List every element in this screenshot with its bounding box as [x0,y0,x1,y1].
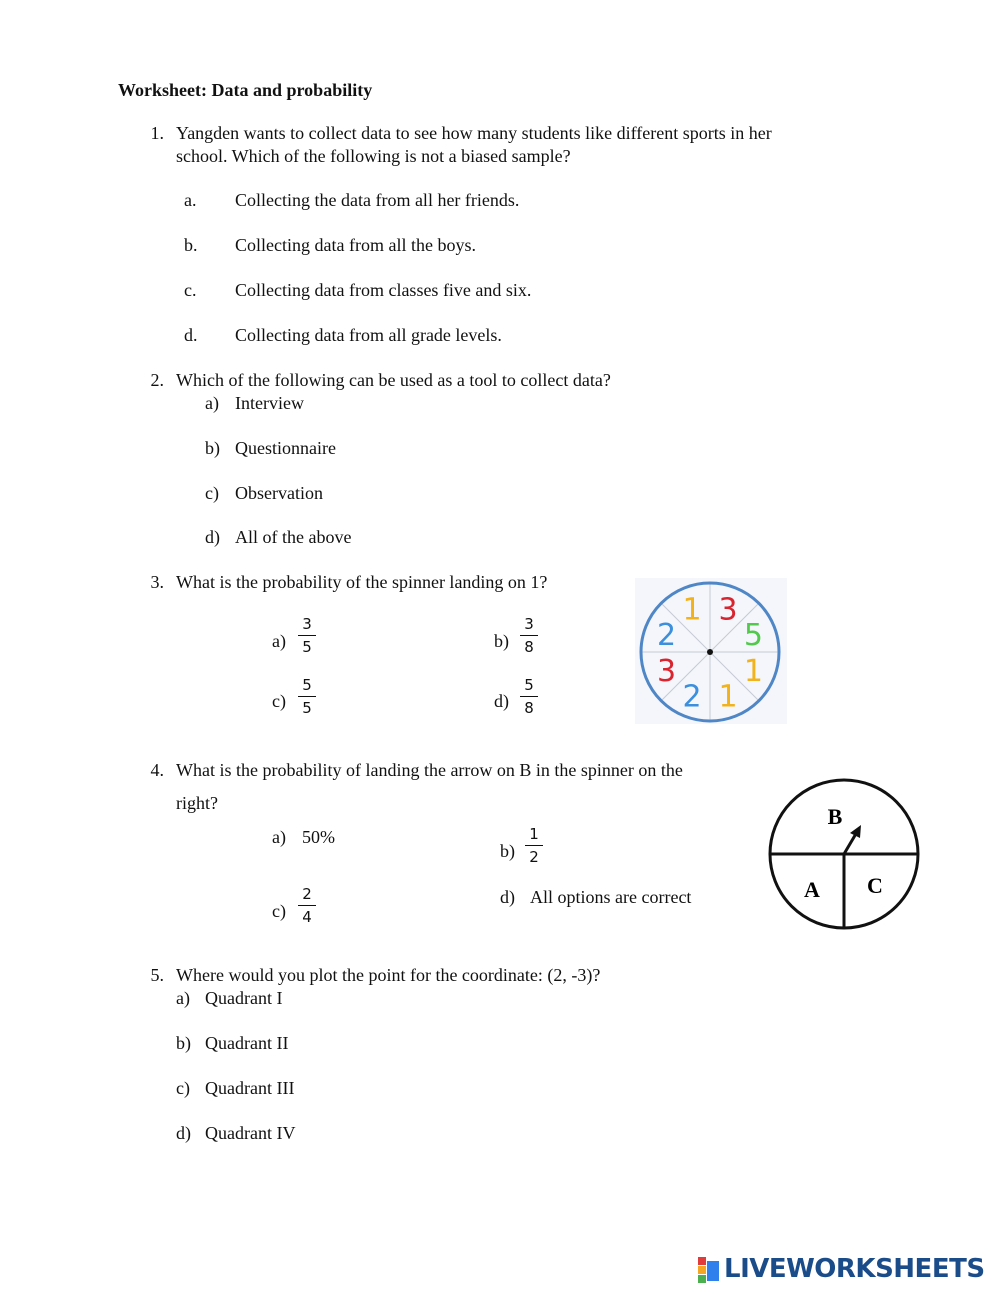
q3-option-c-denominator: 5 [302,699,312,717]
q1-option-b[interactable]: Collecting data from all the boys. [235,235,476,255]
q4-option-c-fraction[interactable] [295,885,319,926]
q3-option-d-fraction[interactable] [517,676,541,717]
spinner-center-dot [707,649,713,655]
q2-option-b[interactable]: Questionnaire [235,438,336,458]
q1-option-a-label: a. [184,190,197,210]
question-5-number: 5. [150,965,164,985]
q4-option-b-denominator: 2 [529,848,539,866]
spinner-number: 5 [743,618,763,654]
q3-option-d-numerator: 5 [524,676,534,694]
q5-option-a[interactable]: Quadrant I [205,988,283,1008]
fraction-bar [298,635,316,636]
fraction-bar [520,696,538,697]
q5-option-b-label: b) [176,1033,191,1053]
question-1-text-line1: Yangden wants to collect data to see how many students like different sports in her [176,123,772,143]
badge-square [698,1266,706,1274]
q2-option-c[interactable]: Observation [235,483,323,503]
question-4-number: 4. [150,760,164,780]
q4-option-a[interactable]: 50% [302,827,335,847]
fraction-bar [520,635,538,636]
q3-option-b-label: b) [494,631,509,651]
spinner-number: 1 [682,592,702,628]
fraction-bar [525,845,543,846]
q2-option-d[interactable]: All of the above [235,527,352,547]
q5-option-c-label: c) [176,1078,190,1098]
q2-option-a-label: a) [205,393,219,413]
q3-spinner-image [635,578,787,724]
spinner-label-b: B [827,804,843,829]
fraction-bar [298,696,316,697]
question-3-number: 3. [150,572,164,592]
question-2-number: 2. [150,370,164,390]
spinner-number: 2 [657,618,677,654]
question-2-text: Which of the following can be used as a tool to collect data? [176,370,611,390]
q1-option-a[interactable]: Collecting the data from all her friends. [235,190,520,210]
q4-option-c-numerator: 2 [302,885,312,903]
badge-square [707,1261,719,1281]
q2-option-d-label: d) [205,527,220,547]
q2-option-a[interactable]: Interview [235,393,304,413]
q4-option-b-fraction[interactable] [522,825,546,866]
q3-option-b-denominator: 8 [524,638,534,656]
q5-option-d[interactable]: Quadrant IV [205,1123,296,1143]
q4-spinner-image [765,778,923,930]
badge-square [698,1257,706,1265]
q3-option-a-numerator: 3 [302,615,312,633]
q3-option-d-label: d) [494,691,509,711]
q1-option-d[interactable]: Collecting data from all grade levels. [235,325,502,345]
q4-option-c-label: c) [272,901,286,921]
fraction-bar [298,905,316,906]
q3-option-c-label: c) [272,691,286,711]
q1-option-c-label: c. [184,280,197,300]
q5-option-b[interactable]: Quadrant II [205,1033,289,1053]
question-5-text: Where would you plot the point for the coordinate: (2, -3)? [176,965,601,985]
q5-option-d-label: d) [176,1123,191,1143]
q3-option-a-denominator: 5 [302,638,312,656]
q3-option-a-label: a) [272,631,286,651]
q5-option-a-label: a) [176,988,190,1008]
q1-option-b-label: b. [184,235,198,255]
q4-option-d-label: d) [500,887,515,907]
spinner-number: 2 [682,679,702,715]
q5-option-c[interactable]: Quadrant III [205,1078,295,1098]
question-3-text: What is the probability of the spinner landing on 1? [176,572,548,592]
question-1-text-line2: school. Which of the following is not a biased sample? [176,146,571,166]
q4-option-a-label: a) [272,827,286,847]
question-4-text-line2: right? [176,793,218,813]
q3-option-d-denominator: 8 [524,699,534,717]
q2-option-b-label: b) [205,438,220,458]
liveworksheets-logo[interactable]: LIVEWORKSHEETS [724,1254,985,1284]
q3-option-b-numerator: 3 [524,615,534,633]
q3-option-a-fraction[interactable] [295,615,319,656]
q4-option-b-numerator: 1 [529,825,539,843]
spinner-label-a: A [804,877,820,902]
spinner-label-c: C [867,873,883,898]
spinner-number: 3 [718,592,738,628]
q3-option-c-fraction[interactable] [295,676,319,717]
q4-option-d[interactable]: All options are correct [530,887,692,907]
q4-option-c-denominator: 4 [302,908,312,926]
spinner-number: 1 [718,679,738,715]
liveworksheets-badge-icon [698,1257,722,1283]
question-4-text-line1: What is the probability of landing the arrow on B in the spinner on the [176,760,683,780]
q1-option-c[interactable]: Collecting data from classes five and six. [235,280,532,300]
worksheet-title: Worksheet: Data and probability [118,80,373,100]
badge-square [698,1275,706,1283]
q3-option-b-fraction[interactable] [517,615,541,656]
q3-option-c-numerator: 5 [302,676,312,694]
q4-option-b-label: b) [500,841,515,861]
q2-option-c-label: c) [205,483,219,503]
q1-option-d-label: d. [184,325,198,345]
question-1-number: 1. [150,123,164,143]
spinner-number: 3 [657,653,677,689]
spinner-number: 1 [743,653,763,689]
